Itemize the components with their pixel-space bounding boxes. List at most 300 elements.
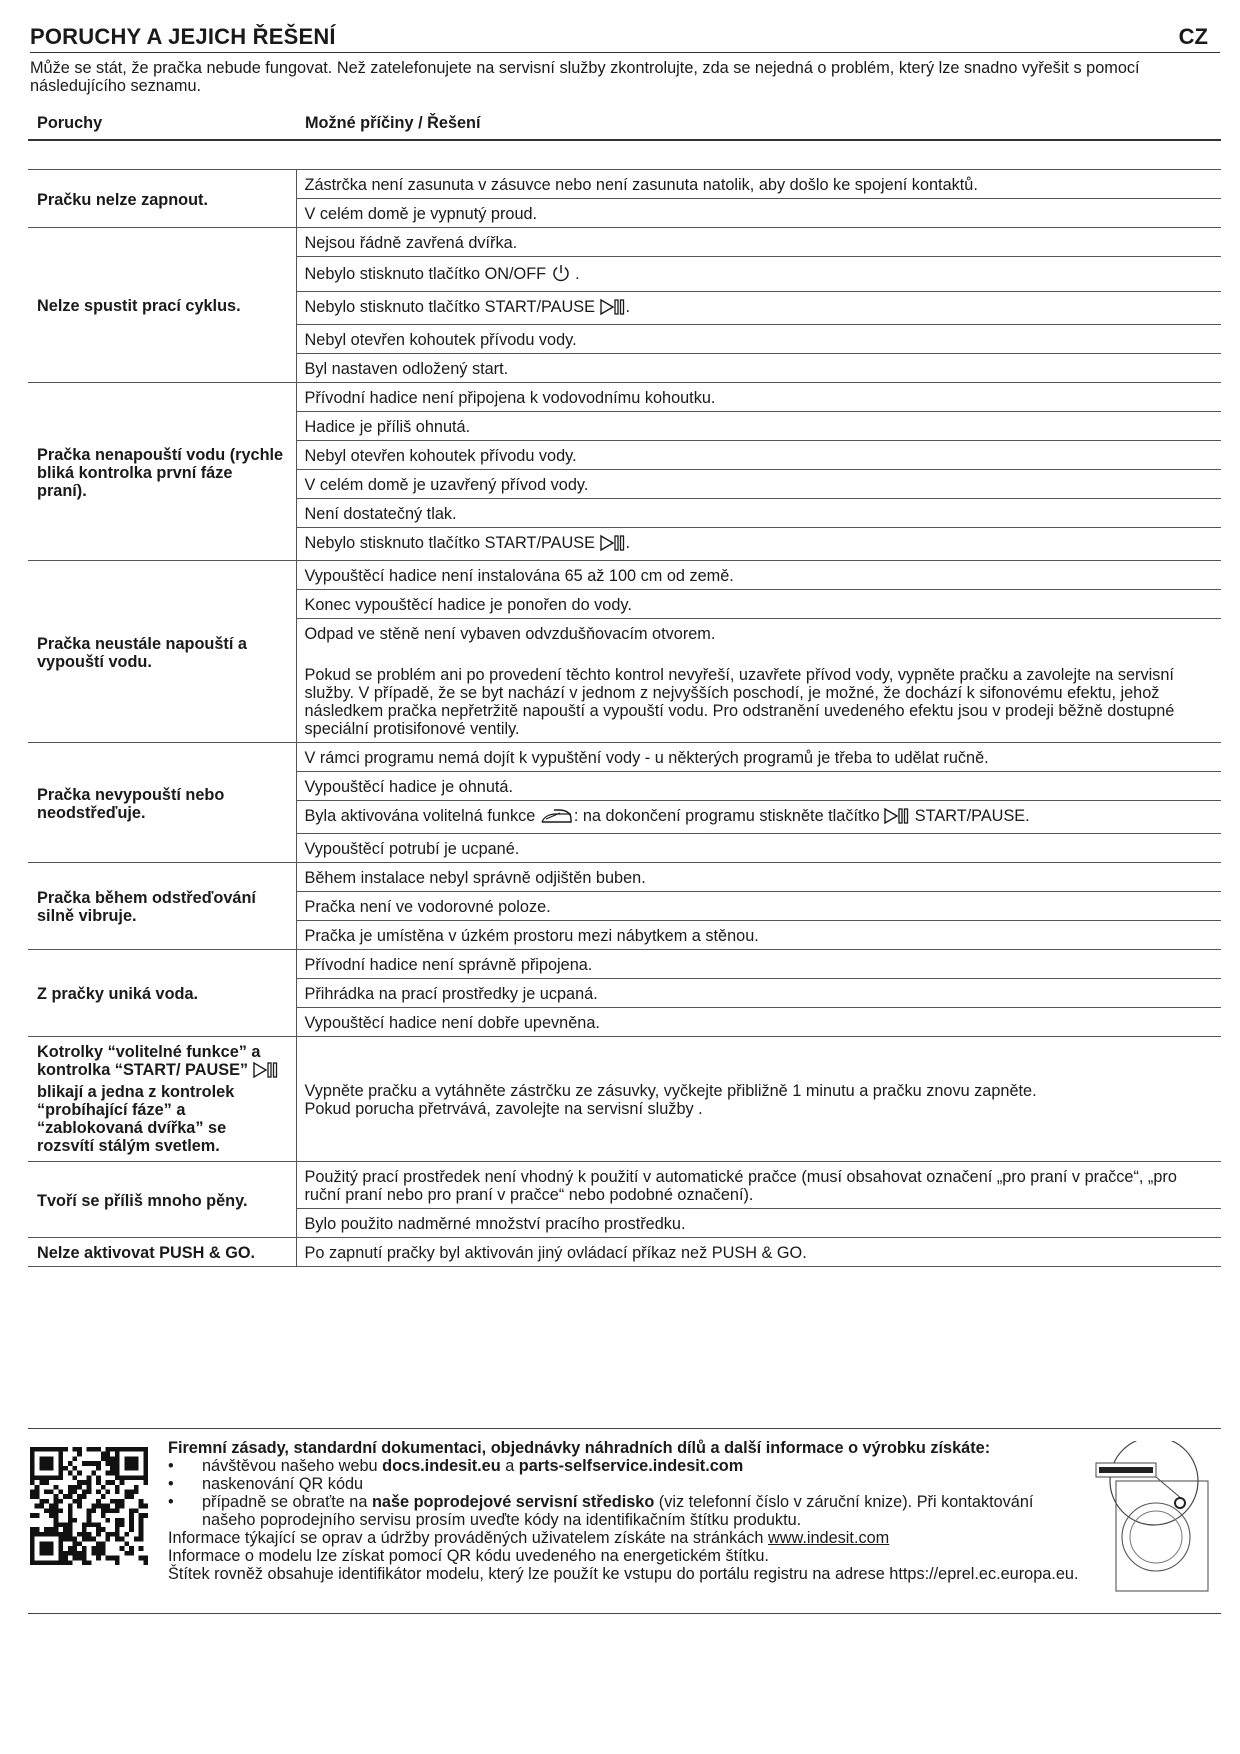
qr-module [115,1489,120,1494]
qr-module [54,1504,59,1509]
qr-module [68,1537,73,1542]
qr-module [63,1551,68,1556]
solution-cell: Pračka není ve vodorovné poloze. [296,892,1221,921]
qr-module [91,1508,96,1513]
qr-module [82,1461,87,1466]
qr-module [49,1447,54,1452]
solution-cell: Hadice je příliš ohnutá. [296,412,1221,441]
qr-module [110,1447,115,1452]
qr-module [106,1452,111,1457]
qr-module [134,1489,139,1494]
qr-module [96,1447,101,1452]
qr-module [68,1489,73,1494]
qr-module [39,1461,44,1466]
fault-cell: Nelze spustit prací cyklus. [28,228,296,383]
qr-module [96,1527,101,1532]
qr-module [30,1461,35,1466]
qr-module [39,1456,44,1461]
table-row [28,863,1221,892]
solution-cell: Byl nastaven odložený start. [296,354,1221,383]
list-item [168,1457,1088,1475]
qr-module [58,1489,63,1494]
qr-module [91,1546,96,1551]
qr-module [39,1532,44,1537]
qr-module [44,1560,49,1565]
qr-module [101,1508,106,1513]
qr-module [49,1532,54,1537]
qr-module [143,1556,148,1561]
qr-module [30,1532,35,1537]
start-pause-icon [884,807,910,829]
qr-module [101,1551,106,1556]
column-header-faults: Poruchy [28,110,296,140]
list-item: • naskenování QR kódu [168,1475,1088,1493]
qr-module [44,1546,49,1551]
title-divider [30,52,1220,53]
table-row [28,1037,1221,1162]
qr-module [120,1475,125,1480]
qr-module [129,1518,134,1523]
solution-cell: Konec vypouštěcí hadice je ponořen do vody. [296,590,1221,619]
qr-module [110,1532,115,1537]
qr-module [91,1461,96,1466]
qr-module [49,1508,54,1513]
qr-module [129,1546,134,1551]
footer-info [28,1428,1221,1614]
qr-module [82,1537,87,1542]
qr-module [106,1537,111,1542]
qr-module [110,1466,115,1471]
qr-module [139,1504,144,1509]
solution-text: Pokud porucha přetrvává, zavolejte na servisní služby . [304,1100,703,1118]
solution-text: Odpad ve stěně není vybaven odvzdušňovacím otvorem. [304,625,716,643]
qr-module [115,1523,120,1528]
solution-text: START/PAUSE. [910,807,1030,825]
qr-module [35,1513,40,1518]
qr-module [87,1532,92,1537]
column-header-solutions: Možné příčiny / Řešení [296,110,1221,140]
qr-module [54,1527,59,1532]
qr-module [120,1499,125,1504]
qr-module [72,1499,77,1504]
qr-module [134,1447,139,1452]
table-row [28,170,1221,199]
solution-cell: Zástrčka není zasunuta v zásuvce nebo není zasunuta natolik, aby došlo ke spojení kontaktů. [296,170,1221,199]
qr-module [143,1466,148,1471]
qr-module [77,1452,82,1457]
qr-module [120,1537,125,1542]
solution-cell [296,1037,1221,1162]
qr-module [129,1527,134,1532]
qr-module [39,1551,44,1556]
qr-module [68,1532,73,1537]
qr-module [101,1485,106,1490]
qr-module [77,1532,82,1537]
qr-module [96,1556,101,1561]
qr-module [82,1480,87,1485]
qr-module [35,1447,40,1452]
qr-module [54,1485,59,1490]
solution-text: Nebylo stisknuto tlačítko START/PAUSE [304,298,595,316]
qr-module [110,1499,115,1504]
qr-module [101,1494,106,1499]
indesit-link[interactable]: www.indesit.com [767,1529,890,1547]
qr-module [63,1527,68,1532]
qr-module [49,1527,54,1532]
qr-module [129,1447,134,1452]
start-pause-icon [253,1061,279,1083]
docs-link[interactable]: docs.indesit.eu [382,1457,501,1475]
qr-module [106,1456,111,1461]
qr-module [54,1494,59,1499]
qr-module [115,1518,120,1523]
qr-module [30,1560,35,1565]
qr-module [143,1471,148,1476]
qr-module [134,1508,139,1513]
qr-module [77,1499,82,1504]
iron-icon [540,807,574,829]
qr-module [134,1475,139,1480]
qr-module [87,1523,92,1528]
qr-module [30,1556,35,1561]
qr-module [49,1475,54,1480]
qr-module [82,1523,87,1528]
qr-module [139,1523,144,1528]
qr-module [91,1523,96,1528]
qr-module [110,1456,115,1461]
qr-module [30,1537,35,1542]
qr-module [44,1499,49,1504]
qr-module [54,1560,59,1565]
qr-module [115,1485,120,1490]
qr-module [124,1456,129,1461]
qr-module [115,1447,120,1452]
qr-module [54,1523,59,1528]
qr-module [68,1518,73,1523]
qr-module [120,1447,125,1452]
qr-module [134,1456,139,1461]
qr-module [129,1475,134,1480]
footer-heading: Firemní zásady, standardní dokumentaci, objednávky náhradních dílů a další informace o výrobku získáte: [168,1439,991,1457]
qr-module [139,1537,144,1542]
qr-module [87,1485,92,1490]
solution-cell: Vypouštěcí hadice je ohnutá. [296,772,1221,801]
qr-module [68,1471,73,1476]
qr-module [30,1541,35,1546]
repair-info [168,1529,1088,1547]
qr-module [129,1508,134,1513]
solution-text: Byla aktivována volitelná funkce [304,807,536,825]
qr-module [30,1527,35,1532]
qr-module [68,1461,73,1466]
qr-module [91,1551,96,1556]
qr-module [39,1504,44,1509]
qr-code-graphic [30,1447,148,1565]
qr-module [96,1466,101,1471]
qr-module [87,1560,92,1565]
fault-cell: Pračka během odstřeďování silně vibruje. [28,863,296,950]
qr-module [49,1466,54,1471]
qr-module [87,1508,92,1513]
qr-module [87,1537,92,1542]
qr-module [139,1532,144,1537]
qr-module [49,1546,54,1551]
qr-module [96,1532,101,1537]
qr-module [124,1489,129,1494]
table-row [28,561,1221,590]
qr-module [129,1523,134,1528]
qr-module [54,1447,59,1452]
qr-module [110,1556,115,1561]
qr-module [129,1461,134,1466]
qr-module [115,1461,120,1466]
qr-module [96,1475,101,1480]
qr-module [68,1485,73,1490]
qr-module [110,1508,115,1513]
qr-module [82,1527,87,1532]
solution-text: : na dokončení programu stiskněte tlačítko [573,807,880,825]
qr-module [54,1518,59,1523]
qr-module [77,1494,82,1499]
qr-module [58,1452,63,1457]
qr-module [63,1537,68,1542]
qr-module [63,1447,68,1452]
qr-module [77,1485,82,1490]
qr-module [30,1466,35,1471]
fault-cell: Pračka nenapouští vodu (rychle bliká kontrolka první fáze praní). [28,383,296,561]
qr-module [91,1471,96,1476]
qr-module [115,1508,120,1513]
qr-module [68,1494,73,1499]
qr-module [49,1456,54,1461]
qr-module [82,1532,87,1537]
qr-module [124,1541,129,1546]
qr-module [39,1475,44,1480]
qr-module [143,1504,148,1509]
qr-module [101,1452,106,1457]
qr-module [35,1475,40,1480]
solution-cell: Vypouštěcí hadice není instalována 65 až 100 cm od země. [296,561,1221,590]
qr-module [72,1556,77,1561]
qr-module [39,1546,44,1551]
power-icon [551,263,571,287]
qr-module [124,1447,129,1452]
footer-text [168,1439,1088,1583]
qr-module [82,1546,87,1551]
qr-module [106,1480,111,1485]
qr-module [39,1541,44,1546]
solution-cell: Vypouštěcí potrubí je ucpané. [296,834,1221,863]
fault-cell: Nelze aktivovat PUSH & GO. [28,1238,296,1267]
qr-module [101,1541,106,1546]
table-row [28,950,1221,979]
solution-cell: Vypouštěcí hadice není dobře upevněna. [296,1008,1221,1037]
qr-module [143,1560,148,1565]
footer-text-fragment: Informace týkající se oprav a údržby prováděných uživatelem získáte na stránkách [168,1529,768,1547]
solution-text: Vypněte pračku a vytáhněte zástrčku ze zásuvky, vyčkejte přibližně 1 minutu a pračku znovu zapněte. [304,1082,1037,1100]
qr-module [35,1527,40,1532]
qr-module [115,1527,120,1532]
qr-module [54,1532,59,1537]
qr-module [87,1461,92,1466]
qr-module [124,1532,129,1537]
troubleshooting-table [28,110,1221,1267]
qr-module [68,1560,73,1565]
qr-module [101,1546,106,1551]
qr-module [106,1504,111,1509]
qr-module [129,1494,134,1499]
qr-module [72,1541,77,1546]
qr-module [30,1480,35,1485]
qr-module [58,1532,63,1537]
solution-cell [296,801,1221,834]
qr-module [63,1494,68,1499]
qr-module [91,1447,96,1452]
qr-module [72,1456,77,1461]
solution-cell: Použitý prací prostředek není vhodný k použití v automatické pračce (musí obsahovat označení „pro praní v pračce“, „pro ruční praní nebo pro praní v pračce“ nebo podobné označení). [296,1162,1221,1209]
qr-module [63,1556,68,1561]
qr-module [82,1560,87,1565]
qr-module [139,1447,144,1452]
qr-module [120,1523,125,1528]
fault-cell: Z pračky uniká voda. [28,950,296,1037]
qr-module [96,1499,101,1504]
qr-module [77,1480,82,1485]
qr-module [39,1447,44,1452]
qr-module [124,1494,129,1499]
footer-list [168,1457,1088,1529]
table-row [28,383,1221,412]
qr-module [101,1504,106,1509]
qr-module [39,1560,44,1565]
qr-module [35,1560,40,1565]
qr-module [77,1504,82,1509]
qr-module [87,1447,92,1452]
qr-module [63,1560,68,1565]
footer-text-fragment: a [500,1457,519,1475]
qr-module [49,1513,54,1518]
qr-module [68,1508,73,1513]
qr-module [30,1551,35,1556]
qr-module [44,1461,49,1466]
qr-module [58,1523,63,1528]
qr-code [30,1447,148,1565]
qr-module [143,1461,148,1466]
qr-module [58,1546,63,1551]
qr-module [139,1475,144,1480]
qr-module [68,1504,73,1509]
qr-module [58,1551,63,1556]
label-info: Štítek rovněž obsahuje identifikátor modelu, který lze použít ke vstupu do portálu registru na adrese https://eprel.ec.europa.eu. [168,1565,1079,1583]
qr-module [72,1489,77,1494]
qr-module [58,1466,63,1471]
qr-module [143,1456,148,1461]
qr-module [139,1556,144,1561]
qr-module [96,1461,101,1466]
qr-module [58,1541,63,1546]
qr-module [115,1532,120,1537]
solution-cell: Bylo použito nadměrné množství pracího prostředku. [296,1209,1221,1238]
qr-module [30,1489,35,1494]
qr-module [96,1504,101,1509]
qr-module [72,1485,77,1490]
qr-module [82,1556,87,1561]
qr-module [106,1489,111,1494]
model-info: Informace o modelu lze získat pomocí QR kódu uvedeného na energetickém štítku. [168,1547,769,1565]
qr-module [63,1532,68,1537]
qr-module [143,1480,148,1485]
list-item [168,1493,1088,1529]
qr-module [143,1475,148,1480]
solution-cell: Po zapnutí pračky byl aktivován jiný ovládací příkaz než PUSH & GO. [296,1238,1221,1267]
qr-module [49,1551,54,1556]
qr-module [44,1466,49,1471]
page-title: PORUCHY A JEJICH ŘEŠENÍ [30,24,336,49]
qr-module [129,1489,134,1494]
table-row [28,1238,1221,1267]
parts-link[interactable]: parts-selfservice.indesit.com [518,1457,744,1475]
footer-text-fragment: případně se obraťte na [202,1493,372,1511]
qr-module [54,1508,59,1513]
qr-module [77,1447,82,1452]
qr-module [106,1556,111,1561]
solution-cell: V rámci programu nemá dojít k vypuštění vody - u některých programů je třeba to udělat ručně. [296,743,1221,772]
qr-module [35,1494,40,1499]
solution-cell: Během instalace nebyl správně odjištěn buben. [296,863,1221,892]
qr-module [49,1489,54,1494]
qr-module [134,1485,139,1490]
qr-module [30,1452,35,1457]
qr-module [120,1480,125,1485]
qr-module [44,1541,49,1546]
qr-module [110,1471,115,1476]
solution-cell: Nebyl otevřen kohoutek přívodu vody. [296,325,1221,354]
qr-module [77,1551,82,1556]
table-row [28,743,1221,772]
qr-module [115,1466,120,1471]
qr-module [124,1466,129,1471]
qr-module [39,1480,44,1485]
qr-module [72,1518,77,1523]
washing-machine-label-illustration [1090,1441,1218,1601]
qr-module [30,1494,35,1499]
qr-module [49,1560,54,1565]
qr-module [30,1546,35,1551]
qr-module [139,1513,144,1518]
qr-module [44,1551,49,1556]
qr-module [35,1489,40,1494]
qr-module [87,1518,92,1523]
qr-module [134,1461,139,1466]
qr-module [110,1461,115,1466]
fault-text: blikají a jedna z kontrolek “probíhající fáze” a “zablokovaná dvířka” se rozsvítí stálým svetlem. [37,1083,235,1155]
qr-module [129,1456,134,1461]
qr-module [139,1518,144,1523]
solution-cell: Pračka je umístěna v úzkém prostoru mezi nábytkem a stěnou. [296,921,1221,950]
qr-module [58,1499,63,1504]
qr-module [77,1556,82,1561]
qr-module [106,1518,111,1523]
qr-module [91,1537,96,1542]
qr-module [106,1471,111,1476]
qr-module [30,1513,35,1518]
solution-cell: Nebylo stisknuto tlačítko ON/OFF . [296,257,1221,292]
intro-text: Může se stát, že pračka nebude fungovat. Než zatelefonujete na servisní služby zkontrolujte, zda se nejedná o problém, který lze snadno vyřešit s pomocí následujícího seznamu. [30,59,1140,95]
qr-module [139,1546,144,1551]
qr-module [58,1560,63,1565]
qr-module [87,1475,92,1480]
qr-module [143,1447,148,1452]
